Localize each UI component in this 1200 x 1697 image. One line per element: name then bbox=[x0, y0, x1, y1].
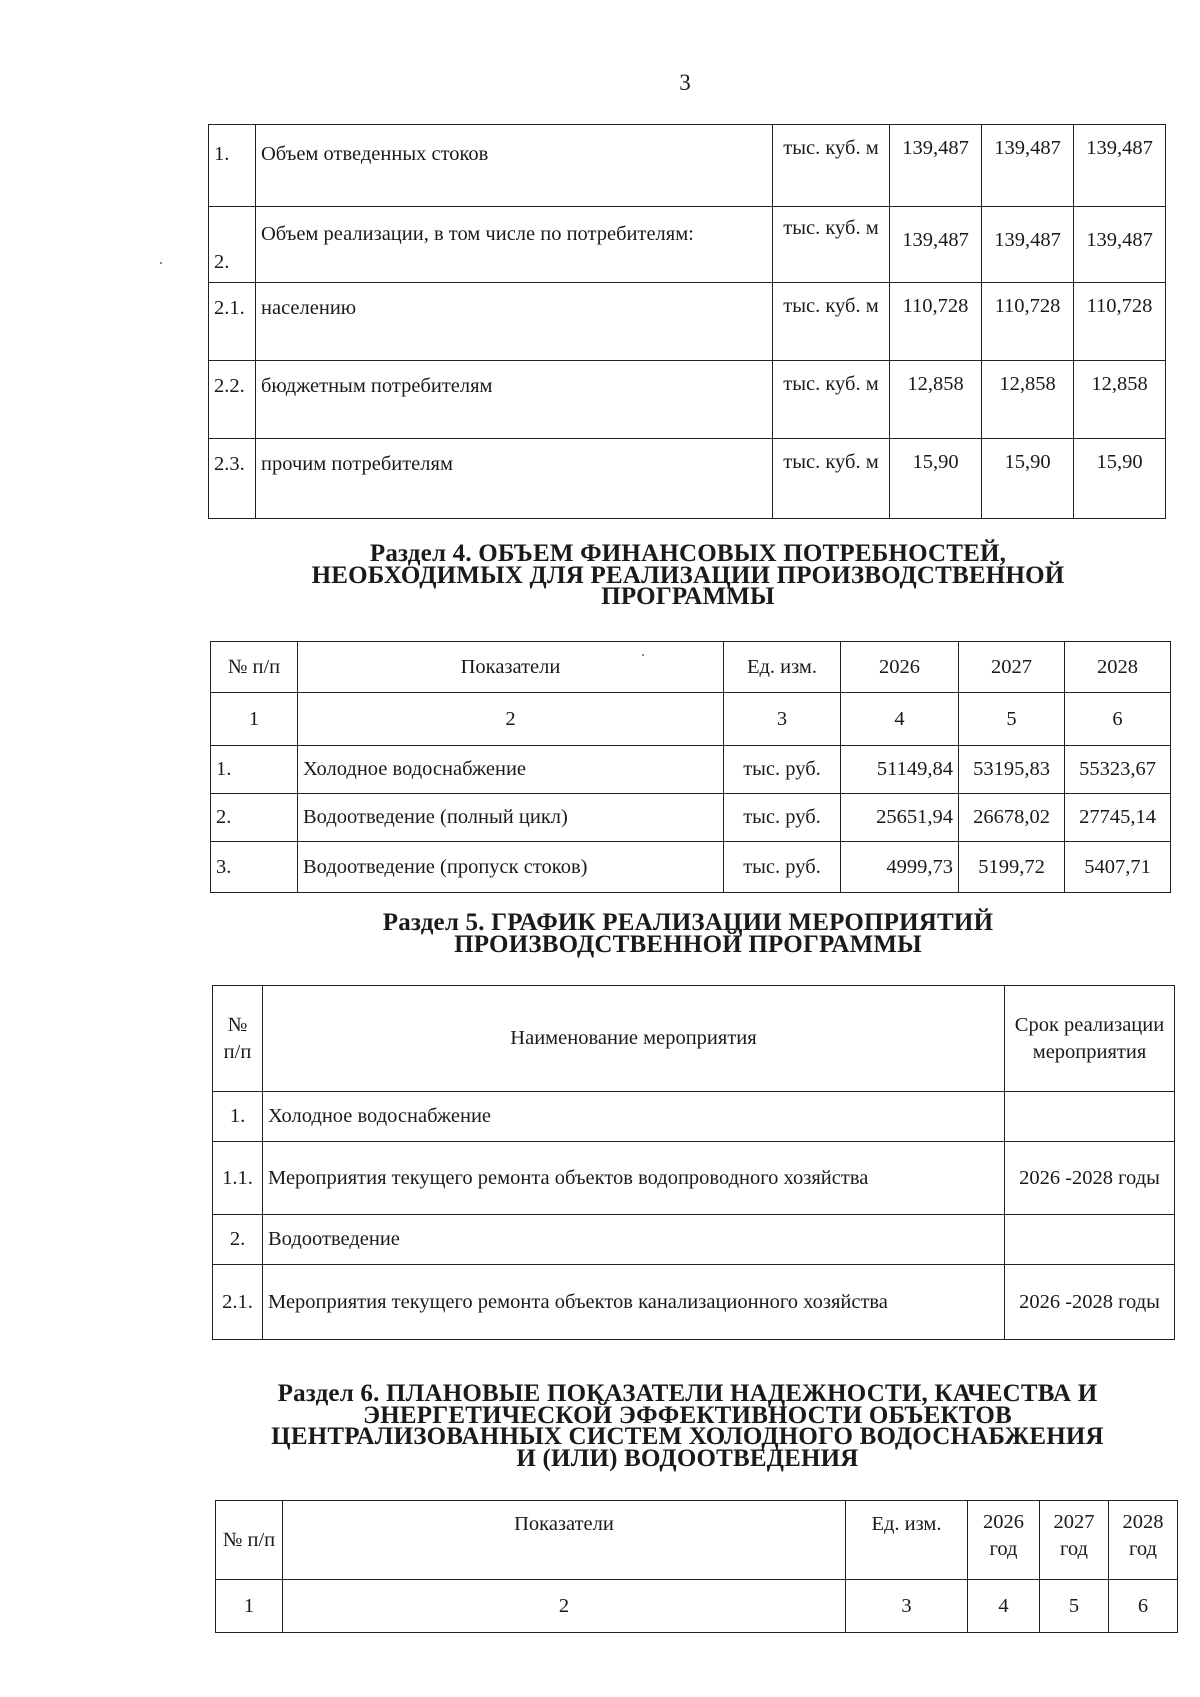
column-header: № п/п bbox=[216, 1501, 283, 1580]
heading-line: Раздел 6. ПЛАНОВЫЕ ПОКАЗАТЕЛИ НАДЕЖНОСТИ, КАЧЕСТВА И bbox=[277, 1380, 1098, 1407]
row-name: Объем отведенных стоков bbox=[256, 125, 773, 207]
scan-speck bbox=[160, 262, 162, 264]
table-row bbox=[211, 842, 1171, 893]
financial-needs-table bbox=[210, 641, 1171, 893]
row-number: 2.1. bbox=[213, 1265, 263, 1340]
column-number: 5 bbox=[1040, 1580, 1109, 1633]
column-header: Показатели bbox=[298, 642, 724, 693]
heading-line: НЕОБХОДИМЫХ ДЛЯ РЕАЛИЗАЦИИ ПРОИЗВОДСТВЕННОЙ bbox=[311, 561, 1065, 589]
value-cell: 15,90 bbox=[1074, 439, 1166, 519]
row-number: 3. bbox=[211, 842, 298, 893]
column-header: Ед. изм. bbox=[724, 642, 841, 693]
column-number: 6 bbox=[1109, 1580, 1178, 1633]
row-name: Объем реализации, в том числе по потребителям: bbox=[256, 207, 773, 283]
column-header: 2028 bbox=[1065, 642, 1171, 693]
value-cell: 139,487 bbox=[982, 207, 1074, 283]
scan-speck bbox=[642, 654, 644, 656]
column-header: 2026 год bbox=[968, 1501, 1040, 1580]
heading-line: ПРОИЗВОДСТВЕННОЙ ПРОГРАММЫ bbox=[454, 930, 922, 958]
heading-line: И (ИЛИ) ВОДООТВЕДЕНИЯ bbox=[516, 1444, 859, 1472]
value-cell: 55323,67 bbox=[1065, 746, 1171, 794]
value-cell: 51149,84 bbox=[841, 746, 959, 794]
column-number: 2 bbox=[298, 693, 724, 746]
value-cell: 139,487 bbox=[1074, 207, 1166, 283]
unit-cell: тыс. куб. м bbox=[773, 283, 890, 361]
page-number: 3 bbox=[679, 70, 691, 95]
value-cell: 110,728 bbox=[1074, 283, 1166, 361]
heading-line: ЭНЕРГЕТИЧЕСКОЙ ЭФФЕКТИВНОСТИ ОБЪЕКТОВ bbox=[363, 1401, 1012, 1429]
table-row bbox=[209, 361, 1166, 439]
column-header: № п/п bbox=[213, 986, 263, 1092]
table-row bbox=[209, 207, 1166, 283]
table-row bbox=[213, 1215, 1175, 1265]
column-number: 5 bbox=[959, 693, 1065, 746]
value-cell: 27745,14 bbox=[1065, 794, 1171, 842]
row-name: Мероприятия текущего ремонта объектов водопроводного хозяйства bbox=[263, 1142, 1005, 1215]
value-cell: 4999,73 bbox=[841, 842, 959, 893]
unit-cell: тыс. куб. м bbox=[773, 207, 890, 283]
row-number: 2. bbox=[213, 1215, 263, 1265]
unit-cell: тыс. куб. м bbox=[773, 125, 890, 207]
column-number: 1 bbox=[211, 693, 298, 746]
row-number: 2.2. bbox=[209, 361, 256, 439]
heading-line: ЦЕНТРАЛИЗОВАННЫХ СИСТЕМ ХОЛОДНОГО ВОДОСНАБЖЕНИЯ bbox=[271, 1423, 1104, 1450]
value-cell: 15,90 bbox=[890, 439, 982, 519]
value-cell: 12,858 bbox=[982, 361, 1074, 439]
column-header: 2028 год bbox=[1109, 1501, 1178, 1580]
row-name: прочим потребителям bbox=[256, 439, 773, 519]
value-cell: 53195,83 bbox=[959, 746, 1065, 794]
row-name: Мероприятия текущего ремонта объектов канализационного хозяйства bbox=[263, 1265, 1005, 1340]
row-name: Водоотведение bbox=[263, 1215, 1005, 1265]
row-name: Холодное водоснабжение bbox=[263, 1092, 1005, 1142]
column-header: 2027 bbox=[959, 642, 1065, 693]
row-number: 1. bbox=[209, 125, 256, 207]
row-name: Холодное водоснабжение bbox=[298, 746, 724, 794]
heading-line: ПРОГРАММЫ bbox=[601, 583, 775, 610]
section-5-heading bbox=[208, 909, 1168, 958]
column-number: 2 bbox=[283, 1580, 846, 1633]
column-header: Наименование мероприятия bbox=[263, 986, 1005, 1092]
column-numbers-row bbox=[211, 693, 1171, 746]
heading-line: Раздел 4. ОБЪЕМ ФИНАНСОВЫХ ПОТРЕБНОСТЕЙ, bbox=[369, 540, 1007, 567]
column-number: 6 bbox=[1065, 693, 1171, 746]
term-cell bbox=[1005, 1215, 1175, 1265]
value-cell: 5407,71 bbox=[1065, 842, 1171, 893]
row-number: 2. bbox=[209, 207, 256, 283]
column-numbers-row bbox=[216, 1580, 1178, 1633]
row-number: 2.1. bbox=[209, 283, 256, 361]
heading-line: Раздел 5. ГРАФИК РЕАЛИЗАЦИИ МЕРОПРИЯТИЙ bbox=[382, 909, 994, 936]
table-header-row bbox=[213, 986, 1175, 1092]
unit-cell: тыс. руб. bbox=[724, 842, 841, 893]
value-cell: 12,858 bbox=[1074, 361, 1166, 439]
value-cell: 12,858 bbox=[890, 361, 982, 439]
table-row bbox=[213, 1092, 1175, 1142]
value-cell: 5199,72 bbox=[959, 842, 1065, 893]
value-cell: 139,487 bbox=[982, 125, 1074, 207]
column-number: 1 bbox=[216, 1580, 283, 1633]
row-name: населению bbox=[256, 283, 773, 361]
column-header: 2027 год bbox=[1040, 1501, 1109, 1580]
column-header: Срок реализации мероприятия bbox=[1005, 986, 1175, 1092]
value-cell: 110,728 bbox=[890, 283, 982, 361]
unit-cell: тыс. руб. bbox=[724, 794, 841, 842]
row-name: Водоотведение (полный цикл) bbox=[298, 794, 724, 842]
table-row bbox=[211, 794, 1171, 842]
column-number: 4 bbox=[968, 1580, 1040, 1633]
row-number: 1. bbox=[211, 746, 298, 794]
row-number: 1. bbox=[213, 1092, 263, 1142]
value-cell: 139,487 bbox=[890, 125, 982, 207]
row-name: Водоотведение (пропуск стоков) bbox=[298, 842, 724, 893]
term-cell: 2026 -2028 годы bbox=[1005, 1142, 1175, 1215]
performance-indicators-table bbox=[215, 1500, 1178, 1633]
column-header: 2026 bbox=[841, 642, 959, 693]
row-name: бюджетным потребителям bbox=[256, 361, 773, 439]
value-cell: 26678,02 bbox=[959, 794, 1065, 842]
table-row bbox=[211, 746, 1171, 794]
unit-cell: тыс. руб. bbox=[724, 746, 841, 794]
value-cell: 139,487 bbox=[1074, 125, 1166, 207]
table-row bbox=[209, 125, 1166, 207]
table-row bbox=[209, 283, 1166, 361]
value-cell: 15,90 bbox=[982, 439, 1074, 519]
unit-cell: тыс. куб. м bbox=[773, 361, 890, 439]
unit-cell: тыс. куб. м bbox=[773, 439, 890, 519]
section-4-heading bbox=[208, 540, 1168, 610]
column-header: № п/п bbox=[211, 642, 298, 693]
section-6-heading bbox=[205, 1380, 1170, 1472]
wastewater-volume-table bbox=[208, 124, 1166, 519]
term-cell: 2026 -2028 годы bbox=[1005, 1265, 1175, 1340]
table-header-row bbox=[211, 642, 1171, 693]
table-header-row bbox=[216, 1501, 1178, 1580]
table-row bbox=[209, 439, 1166, 519]
table-row bbox=[213, 1142, 1175, 1215]
row-number: 2. bbox=[211, 794, 298, 842]
term-cell bbox=[1005, 1092, 1175, 1142]
row-number: 1.1. bbox=[213, 1142, 263, 1215]
column-number: 3 bbox=[846, 1580, 968, 1633]
value-cell: 110,728 bbox=[982, 283, 1074, 361]
row-number: 2.3. bbox=[209, 439, 256, 519]
column-number: 3 bbox=[724, 693, 841, 746]
table-row bbox=[213, 1265, 1175, 1340]
column-number: 4 bbox=[841, 693, 959, 746]
column-header: Ед. изм. bbox=[846, 1501, 968, 1580]
value-cell: 139,487 bbox=[890, 207, 982, 283]
measures-schedule-table bbox=[212, 985, 1175, 1340]
value-cell: 25651,94 bbox=[841, 794, 959, 842]
column-header: Показатели bbox=[283, 1501, 846, 1580]
